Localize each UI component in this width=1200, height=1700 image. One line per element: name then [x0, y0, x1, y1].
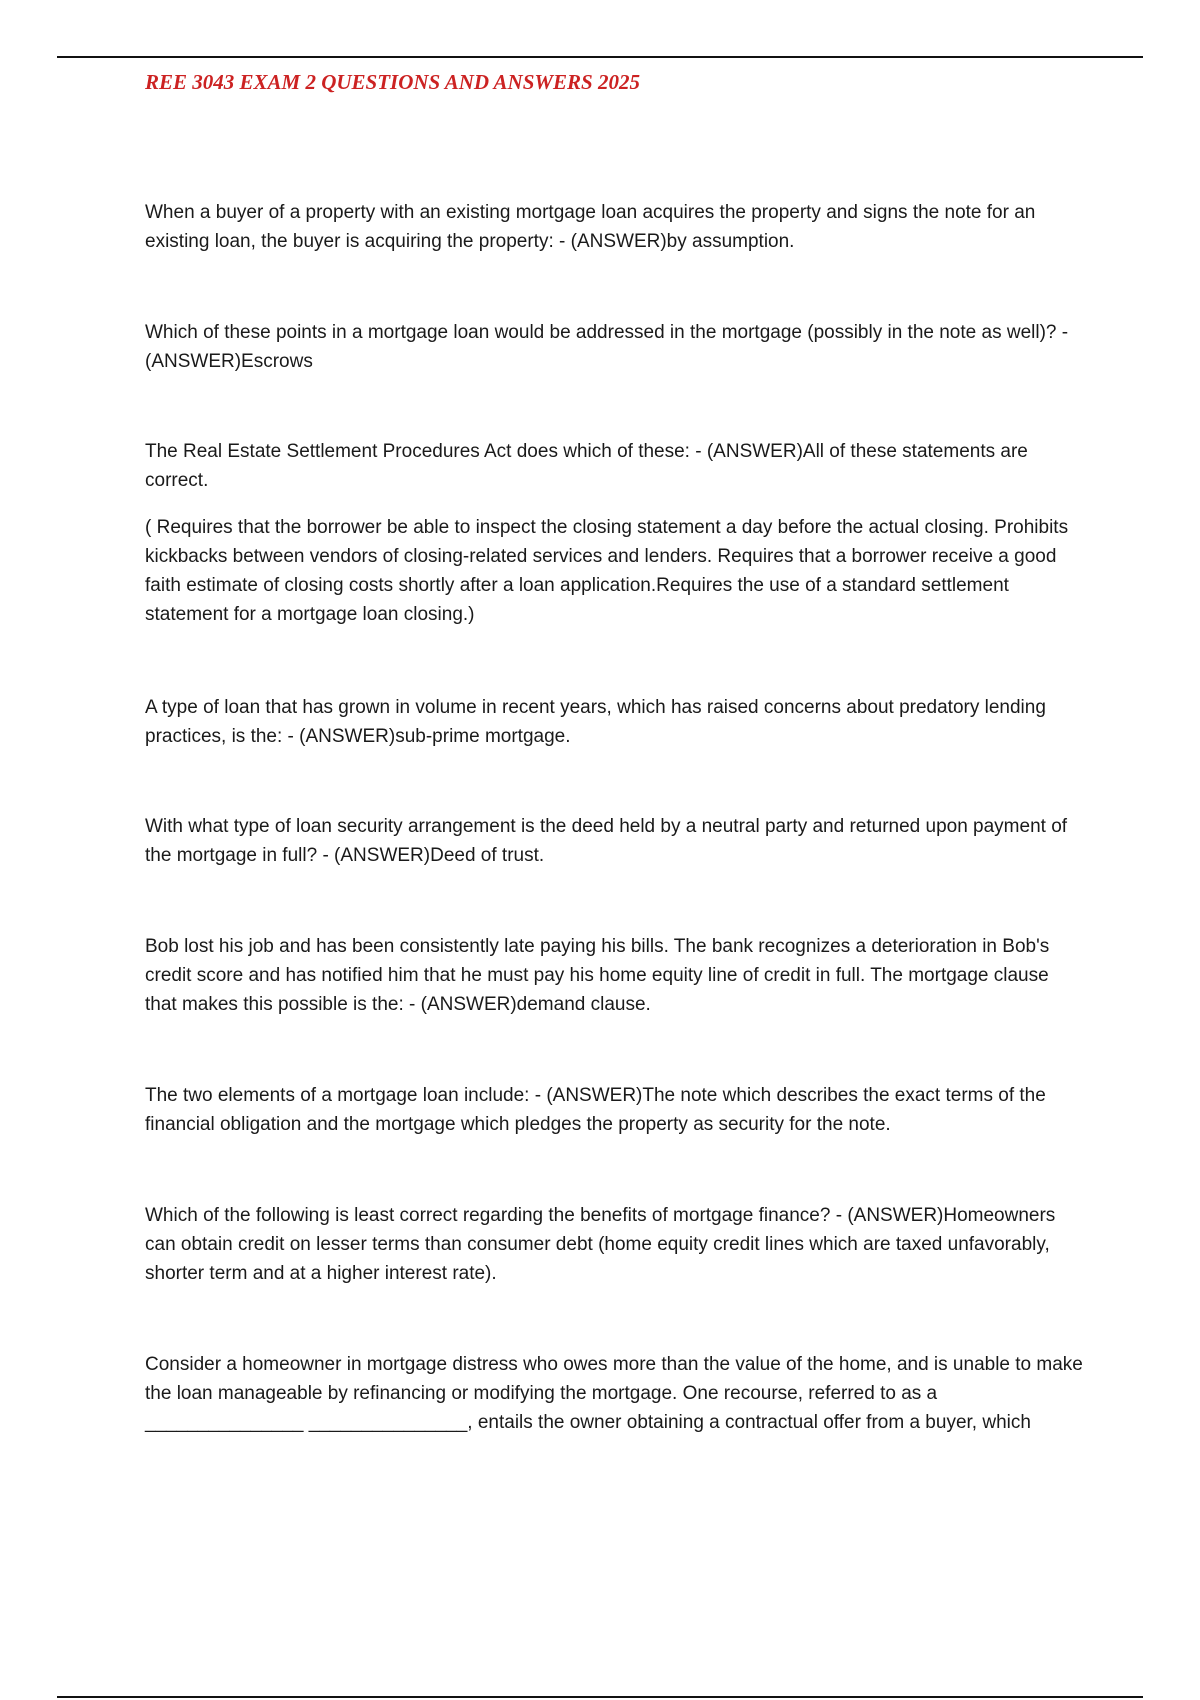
- qa-paragraph-1: When a buyer of a property with an existing mortgage loan acquires the property and signs the note for an existing loan, the buyer is acquiring the property: - (ANSWER)by assumption.: [145, 202, 1036, 252]
- qa-paragraph-3: The Real Estate Settlement Procedures Act does which of these: - (ANSWER)All of these statements are correct.: [145, 441, 1028, 491]
- qa-paragraph-2: Which of these points in a mortgage loan would be addressed in the mortgage (possibly in the note as well)? - (ANSWER)Escrows: [145, 322, 1069, 372]
- document-title: REE 3043 EXAM 2 QUESTIONS AND ANSWERS 2025: [145, 70, 640, 94]
- top-divider: [57, 56, 1143, 58]
- qa-paragraph-6: With what type of loan security arrangement is the deed held by a neutral party and returned upon payment of the mortgage in full? - (ANSWER)Deed of trust.: [145, 816, 1068, 866]
- qa-paragraph-9: Which of the following is least correct regarding the benefits of mortgage finance? - (ANSWER)Homeowners can obtain credit on lesser terms than consumer debt (home equity credit lines which are taxed unfavorably, shorter term and at a higher interest rate).: [145, 1205, 1056, 1284]
- bottom-divider: [57, 1696, 1143, 1698]
- qa-paragraph-5: A type of loan that has grown in volume in recent years, which has raised concerns about predatory lending practices, is the: - (ANSWER)sub-prime mortgage.: [145, 697, 1046, 747]
- qa-paragraph-10: Consider a homeowner in mortgage distress who owes more than the value of the home, and is unable to make the loan manageable by refinancing or modifying the mortgage. One recourse, referred to as a _______________ _______________, entails the owner obtaining a contractual offer from a buyer, which: [145, 1354, 1083, 1433]
- qa-paragraph-8: The two elements of a mortgage loan include: - (ANSWER)The note which describes the exact terms of the financial obligation and the mortgage which pledges the property as security for the note.: [145, 1085, 1046, 1135]
- qa-paragraph-4: ( Requires that the borrower be able to inspect the closing statement a day before the actual closing. Prohibits kickbacks between vendors of closing-related services and lenders. Requires that a borrower receive a good faith estimate of closing costs shortly after a loan application.Requires the use of a standard settlement statement for a mortgage loan closing.): [145, 517, 1069, 625]
- qa-paragraph-7: Bob lost his job and has been consistently late paying his bills. The bank recognizes a deterioration in Bob's credit score and has notified him that he must pay his home equity line of credit in full. The mortgage clause that makes this possible is the: - (ANSWER)demand clause.: [145, 936, 1050, 1015]
